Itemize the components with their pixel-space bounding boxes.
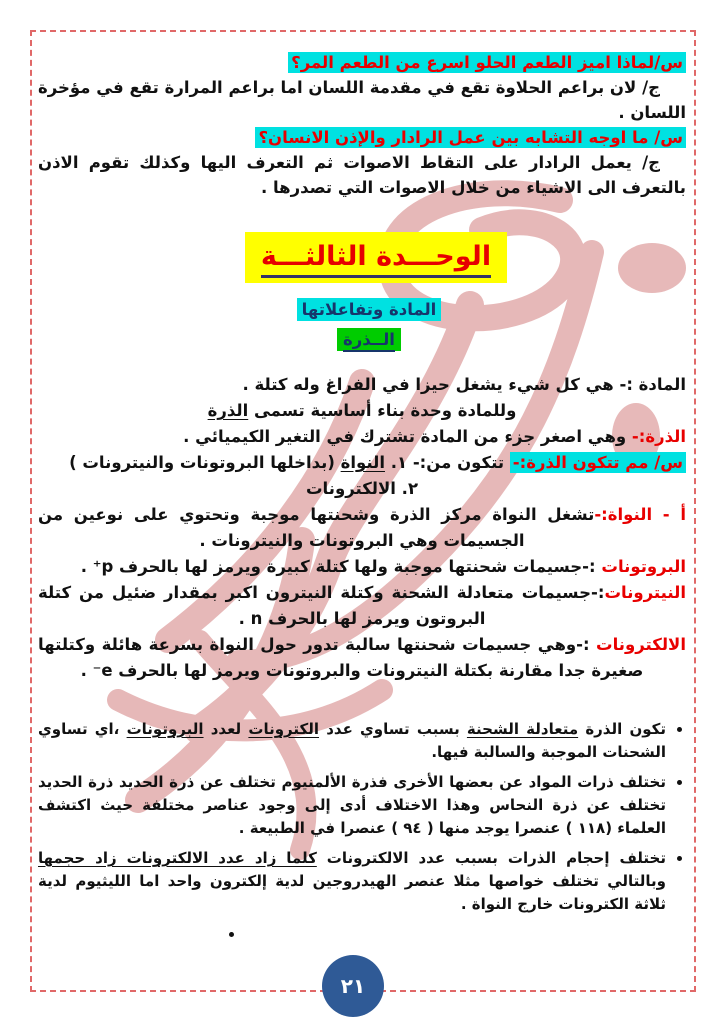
unit-subtitle-row bbox=[45, 298, 693, 321]
answer-2: ج/ يعمل الرادار على التقاط الاصوات ثم التعرف اليها وكذلك تقوم الاذن بالتعرف الى الاشياء من خلال الاصوات التي تصدرها . bbox=[38, 153, 686, 197]
note1-underline-3: البروتونات bbox=[126, 720, 204, 738]
note-item-atom-sizes bbox=[38, 847, 666, 916]
page-number-badge: ٢١ bbox=[322, 955, 384, 1017]
matter-definition: المادة :- هي كل شيء يشغل حيزا في الفراغ وله كتلة . bbox=[242, 375, 686, 394]
qa-block bbox=[38, 50, 686, 200]
protons-definition bbox=[38, 554, 686, 580]
unit-title: الوحـــدة الثالثـــة bbox=[261, 241, 491, 278]
question-1-text: س/لماذا اميز الطعم الحلو اسرع من الطعم المر؟ bbox=[288, 52, 686, 73]
note3-text: تختلف إحجام الذرات بسبب عدد الالكترونات bbox=[316, 849, 666, 867]
definitions-block bbox=[38, 372, 686, 684]
neutrons-term: النيترونات bbox=[604, 583, 686, 602]
question-2-text: س/ ما اوجه التشابه بين عمل الرادار والإذن الانسان؟ bbox=[255, 127, 686, 148]
atom-question-highlight: س/ مم تتكون الذرة:- bbox=[510, 452, 686, 473]
nucleus-term: أ - النواة:- bbox=[594, 505, 686, 524]
note1-text-3: لعدد bbox=[203, 720, 249, 738]
atom-term: الذرة:- bbox=[631, 427, 686, 446]
atom-definition bbox=[38, 424, 686, 450]
note-item-elements: • تختلف ذرات المواد عن بعضها الأخرى فذرة الألمنيوم تختلف عن ذرة الحديد ذرة الحديد تختلف عن ذرة النحاس وهذا الاختلاف أدى إلى وجود عناصر مختلفة حيث اكتشف العلماء (١١٨ ) عنصرا يوجد منها ( ٩٤ ) عنصرا في الطبيعة . bbox=[38, 771, 666, 840]
note1-text: تكون الذرة bbox=[578, 720, 667, 738]
note-item-empty bbox=[38, 923, 666, 943]
unit-title-highlight bbox=[245, 232, 507, 283]
electrons-definition-text: :-وهي جسيمات شحنتها سالبة تدور حول النواة بسرعة هائلة وكتلتها صغيرة جدا مقارنة بكتلة النيترونات والبروتونات ويرمز لها بالحرف e⁻ . bbox=[38, 635, 644, 680]
matter-unit-line bbox=[38, 398, 686, 424]
atom-answer-a: تتكون من:- ١. bbox=[384, 453, 510, 472]
electrons-term: الالكترونات bbox=[596, 635, 686, 654]
note1-text-4: ،اي تساوي الشحنات الموجبة والسالبة فيها. bbox=[38, 720, 666, 761]
answer-1: ج/ لان براعم الحلاوة تقع في مقدمة اللسان اما براعم المرارة تقع في مؤخرة اللسان . bbox=[38, 78, 686, 122]
nucleus-definition bbox=[38, 502, 686, 554]
note1-underline-1: متعادلة الشحنة bbox=[466, 720, 579, 738]
unit-subtitle: المادة وتفاعلاتها bbox=[297, 298, 442, 321]
atom-definition-text: وهي اصغر جزء من المادة تشترك في التغير الكيميائي . bbox=[183, 427, 632, 446]
protons-definition-text: :-جسيمات شحنتها موجبة ولها كتلة كبيرة ويرمز لها بالحرف p⁺ . bbox=[80, 557, 602, 576]
atom-composition-item2: ٢. الالكترونات bbox=[305, 479, 419, 498]
nucleus-word-underlined: النواة bbox=[340, 453, 385, 472]
nucleus-definition-text: تشغل النواة مركز الذرة وشحنتها موجبة وتحتوي على نوعين من الجسيمات وهي البروتونات والنيترونات . bbox=[38, 505, 595, 550]
atom-word-underlined: الذرة bbox=[207, 401, 249, 420]
question-2 bbox=[38, 125, 686, 150]
note-item-neutral-charge bbox=[38, 718, 666, 764]
atom-answer-b: (بداخلها البروتونات والنيترونات ) bbox=[69, 453, 341, 472]
note1-text-2: بسبب تساوي عدد bbox=[319, 720, 467, 738]
question-1 bbox=[38, 50, 686, 75]
atom-composition-question bbox=[38, 450, 686, 476]
topic-highlight bbox=[337, 328, 401, 351]
unit-title-row bbox=[52, 232, 700, 283]
electrons-definition bbox=[38, 632, 686, 684]
protons-term: البروتونات bbox=[601, 557, 686, 576]
notes-list bbox=[38, 718, 686, 943]
topic-title: الــذرة bbox=[343, 330, 395, 352]
neutrons-definition bbox=[38, 580, 686, 632]
page-content bbox=[38, 50, 686, 950]
note3-text-2: وبالتالي تختلف خواصها مثلا عنصر الهيدروجين لدية إلكترون واحد اما الليثيوم لدية ثلاثة الكترونات خارج النواة . bbox=[38, 872, 666, 913]
note3-underline: كلما زاد عدد الالكترونات زاد حجمها bbox=[38, 849, 317, 867]
neutrons-definition-text: :-جسيمات متعادلة الشحنة وكتلة النيترون اكبر بمقدار ضئيل من كتلة البروتون ويرمز لها بالحرف n . bbox=[38, 583, 605, 628]
matter-unit-text: وللمادة وحدة بناء أساسية تسمى bbox=[248, 401, 517, 420]
note1-underline-2: الكترونات bbox=[248, 720, 320, 738]
topic-row bbox=[45, 328, 693, 351]
